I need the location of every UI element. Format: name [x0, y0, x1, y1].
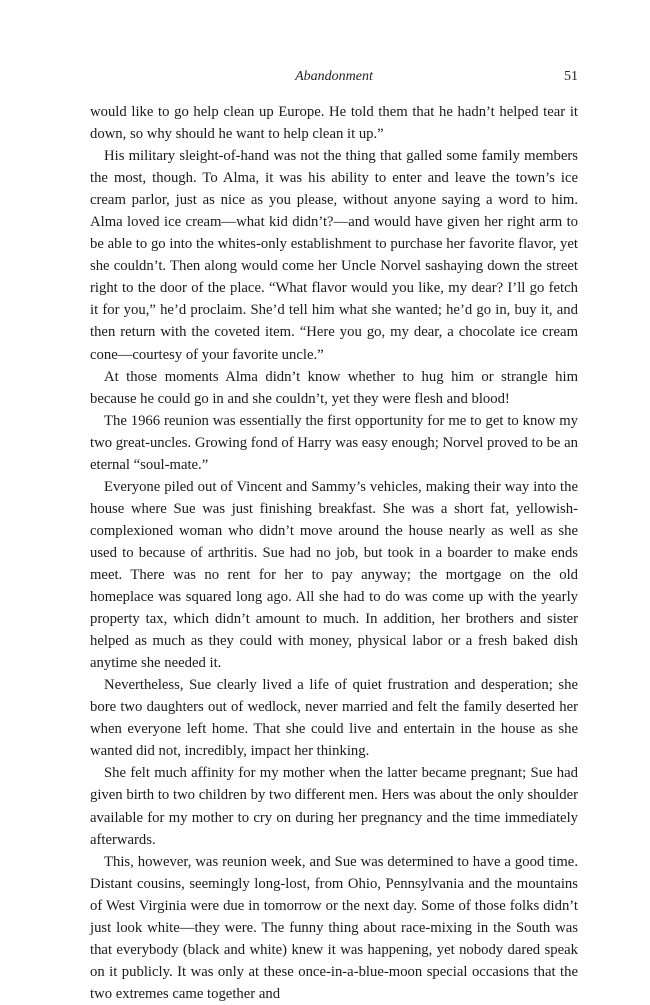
paragraph: She felt much affinity for my mother when the latter became pregnant; Sue had given birth to two children by two different men. Hers was about the only shoulder available for my mother to cry on during her pregnancy and the time immediately afterwards.: [90, 765, 578, 848]
running-head: Abandonment: [295, 69, 373, 84]
paragraph: Everyone piled out of Vincent and Sammy’s vehicles, making their way into the house where Sue was just finishing breakfast. She was a short fat, yellowish-complexioned woman who didn’t move around the house nearly as well as she used to because of arthritis. Sue had no job, but took in a boarder to make ends meet. There was no rent for her to pay anyway; the mortgage on the old homeplace was squared long ago. All she had to do was come up with the yearly property tax, which didn’t amount to much. In addition, her brothers and sister helped as much as they could with money, physical labor or a fresh baked dish anytime she needed it.: [90, 478, 578, 672]
body-text: [90, 101, 578, 1005]
paragraph-continued: would like to go help clean up Europe. He told them that he hadn’t helped tear it down, so why should he want to help clean it up.”: [90, 104, 578, 143]
page-number: 51: [564, 69, 578, 84]
page-header: [90, 69, 578, 87]
paragraph: Nevertheless, Sue clearly lived a life of quiet frustration and desperation; she bore two daughters out of wedlock, never married and felt the family deserted her when everyone left home. That she could live and entertain in the house as she wanted did not, incredibly, impact her thinking.: [90, 677, 578, 760]
paragraph: His military sleight-of-hand was not the thing that galled some family members the most, though. To Alma, it was his ability to enter and leave the town’s ice cream parlor, just as nice as you please, without anyone saying a word to him. Alma loved ice cream—what kid didn’t?—and would have given her right arm to be able to go into the whites-only establishment to purchase her favorite flavor, yet she couldn’t. Then along would come her Uncle Norvel sashaying down the street right to the door of the place. “What flavor would you like, my dear? I’ll go fetch it for you,” he’d proclaim. She’d tell him what she wanted; he’d go in, buy it, and then return with the coveted item. “Here you go, my dear, a chocolate ice cream cone—courtesy of your favorite uncle.”: [90, 148, 578, 363]
paragraph: This, however, was reunion week, and Sue was determined to have a good time. Distant cousins, seemingly long-lost, from Ohio, Pennsylvania and the mountains of West Virginia were due in tomorrow or the next day. Some of those folks didn’t just look white—they were. The funny thing about race-mixing in the South was that everybody (black and white) knew it was happening, yet nobody dared speak on it publicly. It was only at these once-in-a-blue-moon special occasions that the two extremes came together and: [90, 853, 578, 1002]
paragraph: The 1966 reunion was essentially the first opportunity for me to get to know my two great-uncles. Growing fond of Harry was easy enough; Norvel proved to be an eternal “soul-mate.”: [90, 412, 578, 473]
paragraph: At those moments Alma didn’t know whether to hug him or strangle him because he could go in and she couldn’t, yet they were flesh and blood!: [90, 368, 578, 407]
